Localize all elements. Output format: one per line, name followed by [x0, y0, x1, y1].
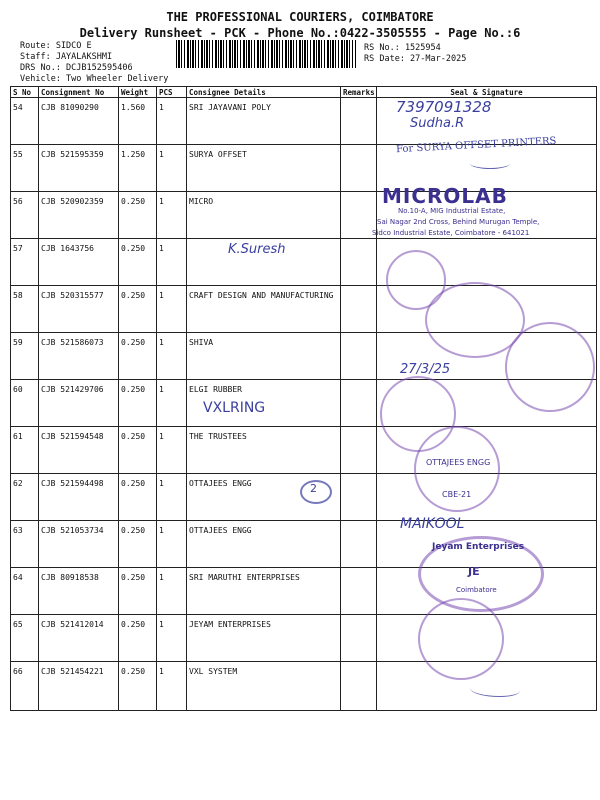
cell-weight: 0.250: [119, 286, 157, 333]
cell-pcs: 1: [157, 521, 187, 568]
cell-pcs: 1: [157, 427, 187, 474]
cell-sno: 58: [11, 286, 39, 333]
cell-pcs: 1: [157, 145, 187, 192]
cell-consignment: CJB 520315577: [39, 286, 119, 333]
cell-sno: 66: [11, 662, 39, 711]
surya-offset-stamp: For SURYA OFFSET PRINTERS: [395, 135, 557, 156]
cell-pcs: 1: [157, 239, 187, 286]
cell-consignee: VXL SYSTEM: [187, 662, 341, 711]
col-pcs: PCS: [157, 87, 187, 98]
cell-sno: 64: [11, 568, 39, 615]
cell-weight: 0.250: [119, 380, 157, 427]
microlab-stamp-title: MICROLAB: [382, 184, 508, 208]
cell-remarks: [341, 662, 377, 711]
cell-consignment: CJB 520902359: [39, 192, 119, 239]
vehicle-label: Vehicle: Two Wheeler Delivery: [20, 74, 169, 84]
handwritten-phone: 7397091328: [396, 98, 492, 116]
cell-consignment: CJB 81090290: [39, 98, 119, 145]
cell-weight: 0.250: [119, 239, 157, 286]
cell-pcs: 1: [157, 662, 187, 711]
cell-pcs: 1: [157, 286, 187, 333]
cell-pcs: 1: [157, 192, 187, 239]
handwritten-ksuresh: K.Suresh: [228, 242, 286, 257]
col-weight: Weight: [119, 87, 157, 98]
cell-pcs: 1: [157, 333, 187, 380]
cell-weight: 0.250: [119, 568, 157, 615]
cell-weight: 1.560: [119, 98, 157, 145]
cell-sno: 65: [11, 615, 39, 662]
cell-pcs: 1: [157, 380, 187, 427]
staff-label: Staff: JAYALAKSHMI: [20, 52, 113, 62]
cell-consignee: SURYA OFFSET: [187, 145, 341, 192]
cell-pcs: 1: [157, 615, 187, 662]
route-label: Route: SIDCO E: [20, 41, 92, 51]
cell-pcs: 1: [157, 98, 187, 145]
handwritten-maikool: MAIKOOL: [400, 516, 465, 532]
cell-consignee: MICRO: [187, 192, 341, 239]
table-row: [11, 239, 597, 286]
cell-weight: 0.250: [119, 333, 157, 380]
cell-sno: 56: [11, 192, 39, 239]
circled-number-text: 2: [310, 482, 317, 495]
table-row: [11, 427, 597, 474]
cell-weight: 0.250: [119, 427, 157, 474]
cell-remarks: [341, 474, 377, 521]
cell-sno: 57: [11, 239, 39, 286]
table-row: [11, 145, 597, 192]
cell-sno: 54: [11, 98, 39, 145]
cell-remarks: [341, 568, 377, 615]
cell-remarks: [341, 521, 377, 568]
cell-sno: 61: [11, 427, 39, 474]
cell-consignment: CJB 521429706: [39, 380, 119, 427]
cell-consignment: CJB 521594498: [39, 474, 119, 521]
cell-consignment: CJB 521412014: [39, 615, 119, 662]
microlab-stamp-line3: Sidco Industrial Estate, Coimbatore - 641021: [372, 229, 530, 237]
handwritten-vxlring: VXLRING: [203, 400, 266, 416]
col-consignee: Consignee Details: [187, 87, 341, 98]
jeyam-stamp-title: Jeyam Enterprises: [432, 542, 525, 552]
ottajees-stamp: [414, 426, 500, 512]
runsheet-title: Delivery Runsheet - PCK - Phone No.:0422-3505555 - Page No.:6: [79, 26, 521, 40]
cell-consignment: CJB 521053734: [39, 521, 119, 568]
company-name: THE PROFESSIONAL COURIERS, COIMBATORE: [166, 10, 434, 24]
cell-pcs: 1: [157, 474, 187, 521]
cell-weight: 0.250: [119, 662, 157, 711]
col-sno: S No: [11, 87, 39, 98]
cell-weight: 0.250: [119, 192, 157, 239]
col-remarks: Remarks: [341, 87, 377, 98]
round-stamp: [505, 322, 595, 412]
rs-number: RS No.: 1525954: [364, 43, 441, 53]
cell-consignee: SRI MARUTHI ENTERPRISES: [187, 568, 341, 615]
ottajees-stamp-text: OTTAJEES ENGG: [426, 458, 491, 467]
cell-remarks: [341, 380, 377, 427]
cell-consignment: CJB 1643756: [39, 239, 119, 286]
cell-weight: 0.250: [119, 474, 157, 521]
cell-remarks: [341, 145, 377, 192]
cell-weight: 1.250: [119, 145, 157, 192]
cell-sno: 63: [11, 521, 39, 568]
cell-remarks: [341, 239, 377, 286]
cell-consignee: OTTAJEES ENGG: [187, 521, 341, 568]
table-row: [11, 615, 597, 662]
col-consignment: Consignment No: [39, 87, 119, 98]
table-header-row: [11, 87, 597, 98]
cell-sno: 62: [11, 474, 39, 521]
cell-remarks: [341, 286, 377, 333]
cell-remarks: [341, 98, 377, 145]
cell-remarks: [341, 427, 377, 474]
cell-consignee: CRAFT DESIGN AND MANUFACTURING: [187, 286, 341, 333]
cell-consignee: OTTAJEES ENGG: [187, 474, 341, 521]
cell-pcs: 1: [157, 568, 187, 615]
cell-consignee: SHIVA: [187, 333, 341, 380]
cell-sno: 59: [11, 333, 39, 380]
col-seal-signature: Seal & Signature: [377, 87, 597, 98]
cell-consignee: ELGI RUBBER: [187, 380, 341, 427]
handwritten-name: Sudha.R: [410, 116, 465, 131]
cell-weight: 0.250: [119, 521, 157, 568]
cell-consignee: JEYAM ENTERPRISES: [187, 615, 341, 662]
cell-consignee: SRI JAYAVANI POLY: [187, 98, 341, 145]
jeyam-stamp-mid: JE: [468, 565, 480, 578]
runsheet-table: [10, 86, 597, 711]
microlab-stamp-line1: No.10-A, MIG Industrial Estate,: [398, 207, 506, 215]
cell-consignee: THE TRUSTEES: [187, 427, 341, 474]
signature-mark: [470, 158, 510, 169]
jeyam-stamp-city: Coimbatore: [456, 586, 497, 594]
cell-consignment: CJB 521595359: [39, 145, 119, 192]
barcode: [176, 40, 356, 68]
cell-remarks: [341, 333, 377, 380]
cell-consignment: CJB 521594548: [39, 427, 119, 474]
round-stamp: [418, 598, 504, 680]
cell-sno: 55: [11, 145, 39, 192]
microlab-stamp-line2: Sai Nagar 2nd Cross, Behind Murugan Temple,: [377, 218, 540, 226]
cell-consignment: CJB 521586073: [39, 333, 119, 380]
cell-consignment: CJB 80918538: [39, 568, 119, 615]
handwritten-date: 27/3/25: [400, 362, 451, 377]
drs-number: DRS No.: DCJB152595406: [20, 63, 133, 73]
cell-remarks: [341, 615, 377, 662]
cell-consignment: CJB 521454221: [39, 662, 119, 711]
cell-sno: 60: [11, 380, 39, 427]
rs-date: RS Date: 27-Mar-2025: [364, 54, 467, 64]
ottajees-stamp-city: CBE-21: [442, 490, 472, 499]
cell-weight: 0.250: [119, 615, 157, 662]
